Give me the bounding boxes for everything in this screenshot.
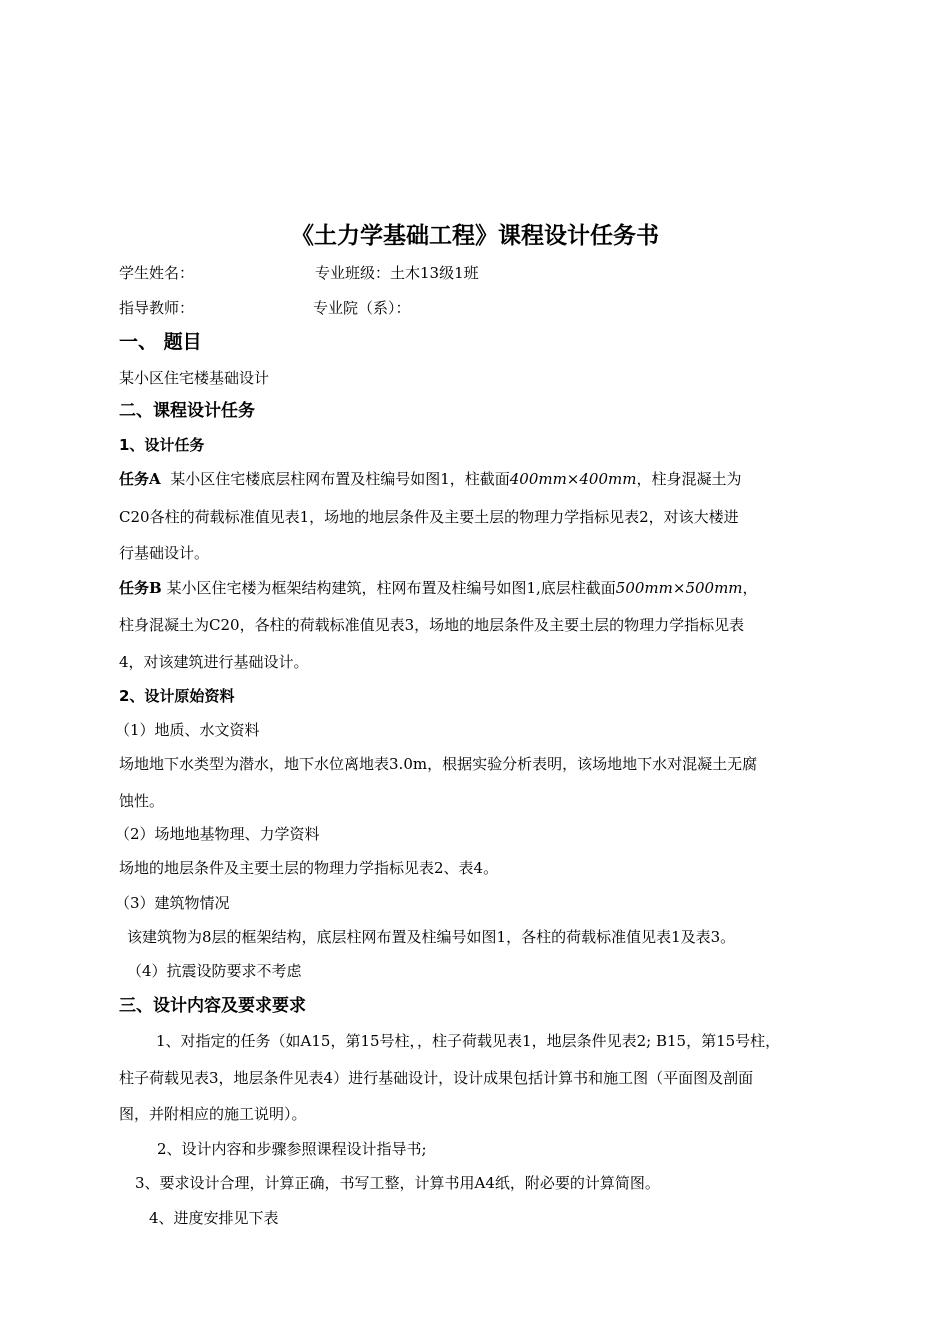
item3-title: （3）建筑物情况	[115, 894, 230, 912]
item1-line2: 蚀性。	[119, 792, 165, 810]
taskB-line1	[119, 577, 758, 599]
taskA-text1: 某小区住宅楼底层柱网布置及柱编号如图1，柱截面	[170, 470, 510, 488]
document-title: 《土力学基础工程》课程设计任务书	[291, 223, 659, 249]
section3-p2: 2、设计内容和步骤参照课程设计指导书;	[157, 1140, 427, 1158]
taskB-section-size: 500mm×500mm	[615, 579, 743, 597]
taskA-line3: 行基础设计。	[119, 544, 210, 562]
section3-p4: 4、进度安排见下表	[149, 1209, 279, 1227]
section2-heading: 二、课程设计任务	[119, 401, 255, 421]
item1-line1: 场地地下水类型为潜水，地下水位离地表3.0m，根据实验分析表明，该场地地下水对混凝土无腐	[119, 755, 758, 773]
advisor-label: 指导教师：	[119, 299, 195, 317]
section3-p1-line1: 1、对指定的任务（如A15，第15号柱，，柱子荷载见表1，地层条件见表2; B15，第15号柱，	[156, 1032, 781, 1050]
taskA-line2: C20各柱的荷载标准值见表1，场地的地层条件及主要土层的物理力学指标见表2，对该大楼进	[119, 508, 739, 526]
department-label: 专业院（系）：	[313, 299, 411, 317]
item3-line1: 该建筑物为8层的框架结构，底层柱网布置及柱编号如图1，各柱的荷载标准值见表1及表3。	[127, 928, 736, 946]
item2-title: （2）场地地基物理、力学资料	[115, 825, 320, 843]
taskB-line3: 4，对该建筑进行基础设计。	[119, 653, 309, 671]
taskA-section-size: 400mm×400mm	[509, 470, 637, 488]
section3-heading: 三、设计内容及要求要求	[119, 996, 306, 1016]
item2-line1: 场地的地层条件及主要土层的物理力学指标见表2、表4。	[119, 859, 499, 877]
taskB-text2: ，	[742, 579, 758, 597]
taskA-line1	[119, 468, 741, 490]
taskB-text1: 某小区住宅楼为框架结构建筑，柱网布置及柱编号如图1,底层柱截面	[166, 579, 616, 597]
sub1-heading: 1、设计任务	[119, 436, 205, 454]
major-class: 专业班级：土木13级1班	[315, 264, 479, 282]
section3-p1-line2: 柱子荷载见表3，地层条件见表4）进行基础设计，设计成果包括计算书和施工图（平面图及剖面	[119, 1069, 754, 1087]
section1-heading: 一、 题目	[119, 331, 202, 353]
section1-body: 某小区住宅楼基础设计	[119, 369, 270, 387]
taskB-line2: 柱身混凝土为C20，各柱的荷载标准值见表3，场地的地层条件及主要土层的物理力学指标见表	[119, 616, 745, 634]
taskB-label: 任务B	[119, 579, 162, 597]
taskA-label: 任务A	[119, 470, 161, 488]
item1-title: （1）地质、水文资料	[115, 721, 260, 739]
item4-title: （4）抗震设防要求不考虑	[127, 962, 302, 980]
student-name-label: 学生姓名：	[119, 264, 195, 282]
sub2-heading: 2、设计原始资料	[119, 687, 235, 705]
taskA-text2: ，柱身混凝土为	[636, 470, 742, 488]
section3-p1-line3: 图，并附相应的施工说明）。	[119, 1105, 307, 1123]
section3-p3: 3、要求设计合理，计算正确，书写工整，计算书用A4纸，附必要的计算简图。	[135, 1174, 660, 1192]
